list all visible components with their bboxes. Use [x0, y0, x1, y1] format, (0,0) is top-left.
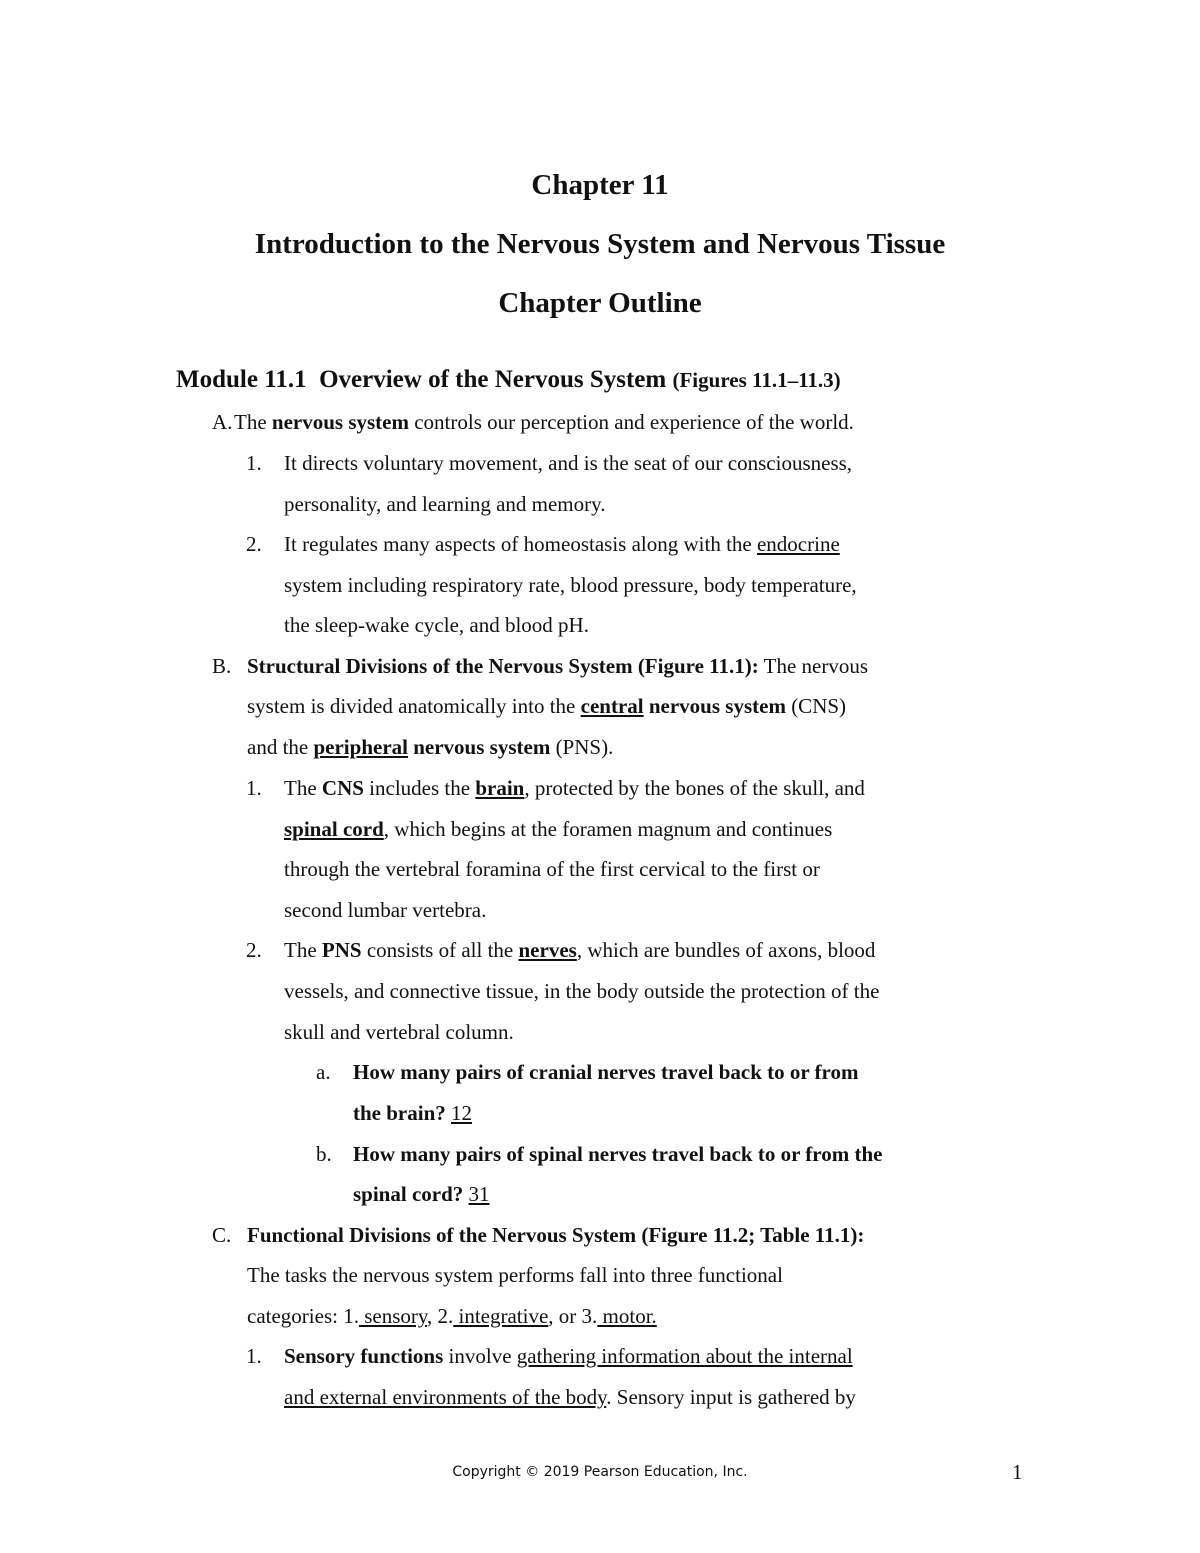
section-b-heading: Structural Divisions of the Nervous System (Figure 11.1):	[247, 654, 759, 678]
page-number: 1	[1012, 1460, 1023, 1484]
chapter-outline-heading: Chapter Outline	[498, 287, 702, 319]
answer-12: 12	[451, 1101, 473, 1125]
b2a-label: a.	[316, 1060, 331, 1084]
answer-environments: and external environments of the body	[284, 1385, 607, 1409]
answer-31: 31	[468, 1182, 490, 1206]
answer-sensory: sensory	[358, 1304, 427, 1328]
answer-nerves: nerves	[518, 938, 577, 962]
a1-line-2: personality, and learning and memory.	[284, 492, 606, 516]
b1-line-1: The CNS includes the brain, protected by the bones of the skull, and	[284, 776, 865, 800]
answer-endocrine: endocrine	[756, 532, 840, 556]
b2b-question-line-2: spinal cord? 31	[353, 1182, 490, 1206]
module-figures: (Figures 11.1–11.3)	[672, 368, 841, 392]
answer-motor: motor.	[597, 1304, 657, 1328]
module-number: Module 11.1	[176, 366, 307, 393]
b1-line-3: through the vertebral foramina of the first cervical to the first or	[284, 857, 820, 881]
c1-line-1: Sensory functions involve gathering information about the internal	[284, 1344, 853, 1368]
section-b-line-1: Structural Divisions of the Nervous System (Figure 11.1): The nervous	[247, 654, 869, 678]
section-c-line-3: categories: 1. sensory, 2. integrative, or 3. motor.	[247, 1304, 657, 1328]
section-c-label: C.	[212, 1223, 232, 1247]
b2-line-2: vessels, and connective tissue, in the body outside the protection of the	[284, 979, 880, 1003]
answer-gathering-information: gathering information about the internal	[516, 1344, 853, 1368]
section-a-label: A.	[212, 410, 233, 434]
c1-line-2: and external environments of the body. Sensory input is gathered by	[284, 1385, 856, 1409]
section-a-line-1: The nervous system controls our perception and experience of the world.	[234, 410, 854, 434]
section-b-label: B.	[212, 654, 232, 678]
a2-line-2: system including respiratory rate, blood pressure, body temperature,	[284, 573, 857, 597]
a2-line-3: the sleep-wake cycle, and blood pH.	[284, 613, 589, 637]
answer-brain: brain	[475, 776, 525, 800]
answer-spinal-cord: spinal cord	[284, 817, 384, 841]
b1-line-4: second lumbar vertebra.	[284, 898, 487, 922]
c1-label: 1.	[246, 1344, 262, 1368]
a1-line-1: It directs voluntary movement, and is the seat of our consciousness,	[284, 451, 853, 475]
a2-line-1: It regulates many aspects of homeostasis along with the endocrine	[284, 532, 840, 556]
answer-peripheral: peripheral	[313, 735, 408, 759]
section-c-line-2: The tasks the nervous system performs fall into three functional	[247, 1263, 783, 1287]
b2-label: 2.	[246, 938, 262, 962]
b2a-question-line-1: How many pairs of cranial nerves travel back to or from	[353, 1060, 859, 1084]
term-nervous-system: nervous system	[271, 410, 409, 434]
a1-label: 1.	[246, 451, 262, 475]
b2b-label: b.	[316, 1142, 332, 1166]
answer-integrative: integrative	[453, 1304, 549, 1328]
chapter-title: Introduction to the Nervous System and Nervous Tissue	[254, 228, 946, 260]
b2a-question-line-2: the brain? 12	[353, 1101, 473, 1125]
b2-line-3: skull and vertebral column.	[284, 1020, 514, 1044]
chapter-number: Chapter 11	[531, 169, 669, 201]
section-b-line-2: system is divided anatomically into the central nervous system (CNS)	[247, 694, 847, 718]
answer-central: central	[580, 694, 644, 718]
b1-label: 1.	[246, 776, 262, 800]
section-c-heading: Functional Divisions of the Nervous System (Figure 11.2; Table 11.1):	[247, 1223, 865, 1247]
b2-line-1: The PNS consists of all the nerves, which are bundles of axons, blood	[284, 938, 876, 962]
b1-line-2: spinal cord, which begins at the foramen magnum and continues	[284, 817, 833, 841]
copyright-footer: Copyright © 2019 Pearson Education, Inc.	[452, 1464, 748, 1480]
a2-label: 2.	[246, 532, 262, 556]
section-b-line-3: and the peripheral nervous system (PNS).	[247, 735, 614, 759]
b2b-question-line-1: How many pairs of spinal nerves travel back to or from the	[353, 1142, 883, 1166]
module-heading	[176, 366, 841, 394]
module-name: Overview of the Nervous System	[319, 366, 667, 393]
